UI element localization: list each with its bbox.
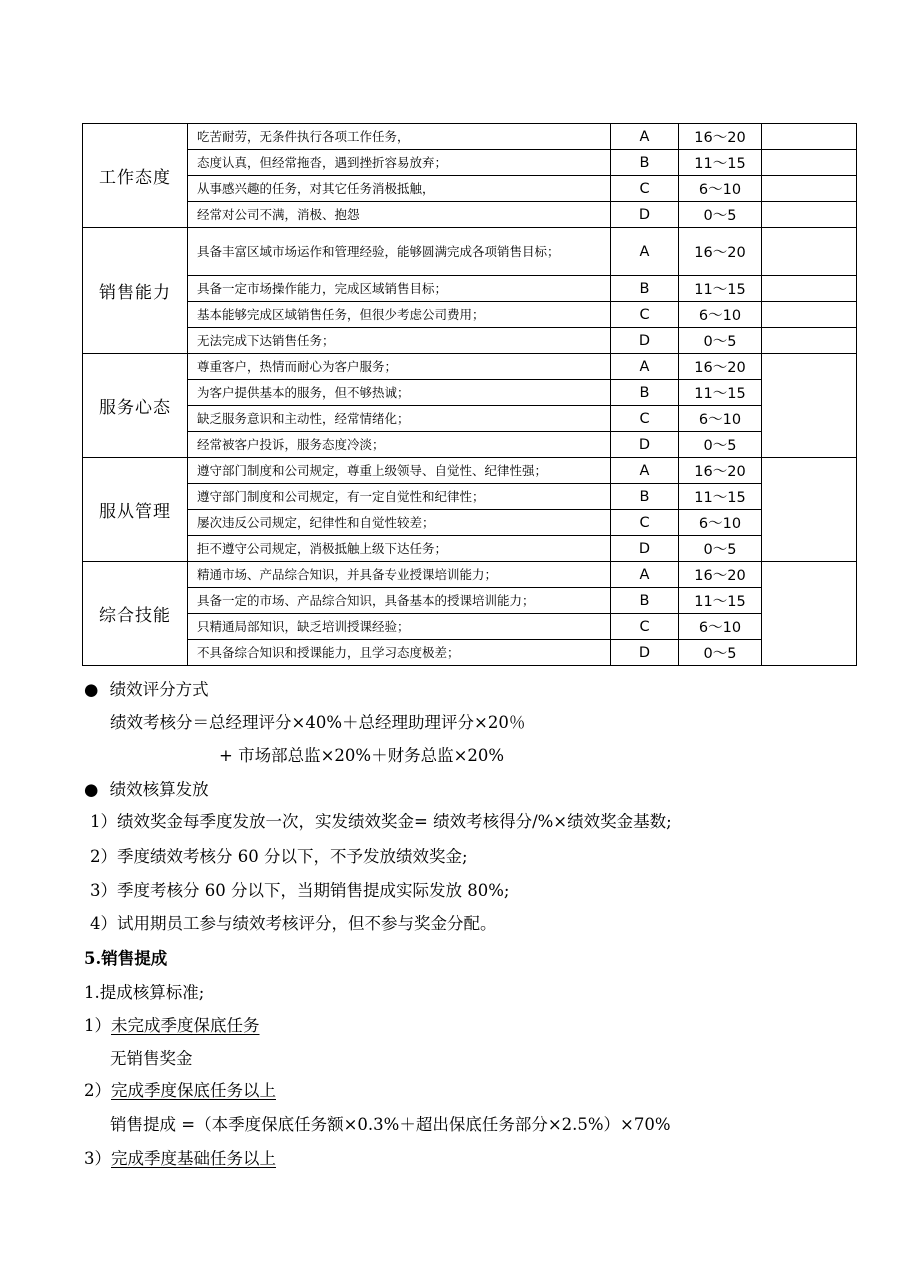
blank-score-cell	[762, 124, 857, 150]
description-cell: 只精通局部知识，缺乏培训授课经验；	[188, 614, 611, 640]
payout-heading-text: 绩效核算发放	[109, 780, 209, 799]
grade-cell: D	[611, 432, 679, 458]
score-range-cell: 6～10	[679, 510, 762, 536]
description-cell: 为客户提供基本的服务，但不够热诚；	[188, 380, 611, 406]
grade-cell: C	[611, 614, 679, 640]
table-row	[83, 432, 857, 458]
commission-sub-title: 1.提成核算标准;	[84, 983, 205, 1002]
description-cell: 具备一定的市场、产品综合知识，具备基本的授课培训能力；	[188, 588, 611, 614]
table-row	[83, 202, 857, 228]
grade-cell: B	[611, 588, 679, 614]
description-cell: 经常被客户投诉，服务态度冷淡；	[188, 432, 611, 458]
grade-cell: D	[611, 640, 679, 666]
score-range-cell: 16～20	[679, 228, 762, 276]
blank-score-cell	[762, 302, 857, 328]
description-cell: 具备丰富区域市场运作和管理经验，能够圆满完成各项销售目标；	[188, 228, 611, 276]
table-row	[83, 302, 857, 328]
category-cell: 工作态度	[83, 124, 188, 228]
blank-score-cell	[762, 562, 857, 666]
blank-score-cell	[762, 202, 857, 228]
score-range-cell: 0～5	[679, 640, 762, 666]
grade-cell: C	[611, 302, 679, 328]
grade-cell: D	[611, 328, 679, 354]
commission-item-3-label: 完成季度基础任务以上	[111, 1149, 276, 1168]
scoring-formula-line1: 绩效考核分＝总经理评分×40%＋总经理助理评分×20％	[110, 713, 526, 732]
description-cell: 遵守部门制度和公司规定，尊重上级领导、自觉性、纪律性强；	[188, 458, 611, 484]
bullet-icon: ●	[84, 780, 99, 799]
payout-item-4: 4）试用期员工参与绩效考核评分，但不参与奖金分配。	[90, 914, 497, 933]
score-range-cell: 6～10	[679, 614, 762, 640]
commission-item-2	[84, 1077, 276, 1101]
grade-cell: B	[611, 484, 679, 510]
commission-item-1-label: 未完成季度保底任务	[111, 1016, 260, 1035]
blank-score-cell	[762, 328, 857, 354]
category-cell: 销售能力	[83, 228, 188, 354]
description-cell: 不具备综合知识和授课能力，且学习态度极差；	[188, 640, 611, 666]
table-row	[83, 640, 857, 666]
table-row	[83, 276, 857, 302]
category-cell: 综合技能	[83, 562, 188, 666]
score-range-cell: 16～20	[679, 458, 762, 484]
description-cell: 拒不遵守公司规定，消极抵触上级下达任务；	[188, 536, 611, 562]
description-cell: 吃苦耐劳，无条件执行各项工作任务，	[188, 124, 611, 150]
table-row	[83, 588, 857, 614]
description-cell: 具备一定市场操作能力，完成区域销售目标；	[188, 276, 611, 302]
commission-item-1-num: 1）	[84, 1016, 111, 1035]
grade-cell: C	[611, 510, 679, 536]
description-cell: 遵守部门制度和公司规定，有一定自觉性和纪律性；	[188, 484, 611, 510]
table-row	[83, 328, 857, 354]
table-row	[83, 228, 857, 276]
category-cell: 服务心态	[83, 354, 188, 458]
scoring-formula-line2: + 市场部总监×20%＋财务总监×20%	[219, 746, 505, 765]
score-range-cell: 11～15	[679, 276, 762, 302]
grade-cell: A	[611, 124, 679, 150]
payout-heading	[84, 776, 209, 800]
score-range-cell: 6～10	[679, 176, 762, 202]
table-row	[83, 484, 857, 510]
commission-item-2-num: 2）	[84, 1081, 111, 1100]
description-cell: 从事感兴趣的任务，对其它任务消极抵触，	[188, 176, 611, 202]
score-range-cell: 11～15	[679, 150, 762, 176]
description-cell: 经常对公司不满，消极、抱怨	[188, 202, 611, 228]
score-range-cell: 16～20	[679, 562, 762, 588]
grade-cell: C	[611, 176, 679, 202]
description-cell: 缺乏服务意识和主动性，经常情绪化；	[188, 406, 611, 432]
evaluation-table-body	[83, 124, 857, 666]
blank-score-cell	[762, 458, 857, 562]
score-range-cell: 11～15	[679, 380, 762, 406]
table-row	[83, 354, 857, 380]
grade-cell: B	[611, 276, 679, 302]
scoring-heading-text: 绩效评分方式	[109, 680, 209, 699]
payout-item-1: 1）绩效奖金每季度发放一次，实发绩效奖金= 绩效考核得分/%×绩效奖金基数;	[90, 812, 672, 831]
commission-item-2-label: 完成季度保底任务以上	[111, 1081, 276, 1100]
score-range-cell: 6～10	[679, 302, 762, 328]
grade-cell: B	[611, 150, 679, 176]
score-range-cell: 0～5	[679, 536, 762, 562]
commission-item-1-detail: 无销售奖金	[110, 1049, 193, 1068]
table-row	[83, 150, 857, 176]
evaluation-table	[82, 123, 857, 666]
table-row	[83, 562, 857, 588]
grade-cell: C	[611, 406, 679, 432]
description-cell: 精通市场、产品综合知识，并具备专业授课培训能力；	[188, 562, 611, 588]
commission-item-3-num: 3）	[84, 1149, 111, 1168]
score-range-cell: 0～5	[679, 202, 762, 228]
score-range-cell: 11～15	[679, 588, 762, 614]
blank-score-cell	[762, 228, 857, 276]
table-row	[83, 614, 857, 640]
table-row	[83, 176, 857, 202]
grade-cell: A	[611, 458, 679, 484]
scoring-heading	[84, 676, 209, 700]
grade-cell: D	[611, 536, 679, 562]
table-row	[83, 510, 857, 536]
score-range-cell: 11～15	[679, 484, 762, 510]
description-cell: 尊重客户，热情而耐心为客户服务；	[188, 354, 611, 380]
commission-item-3	[84, 1145, 276, 1169]
commission-section-title: 5.销售提成	[84, 949, 168, 968]
description-cell: 基本能够完成区域销售任务，但很少考虑公司费用；	[188, 302, 611, 328]
score-range-cell: 6～10	[679, 406, 762, 432]
blank-score-cell	[762, 176, 857, 202]
description-cell: 屡次违反公司规定，纪律性和自觉性较差；	[188, 510, 611, 536]
score-range-cell: 0～5	[679, 432, 762, 458]
grade-cell: A	[611, 562, 679, 588]
table-row	[83, 458, 857, 484]
blank-score-cell	[762, 354, 857, 458]
category-cell: 服从管理	[83, 458, 188, 562]
blank-score-cell	[762, 150, 857, 176]
grade-cell: A	[611, 228, 679, 276]
blank-score-cell	[762, 276, 857, 302]
table-row	[83, 406, 857, 432]
table-row	[83, 124, 857, 150]
commission-item-2-detail: 销售提成 =（本季度保底任务额×0.3%＋超出保底任务部分×2.5%）×70%	[110, 1115, 671, 1134]
score-range-cell: 16～20	[679, 354, 762, 380]
grade-cell: D	[611, 202, 679, 228]
bullet-icon: ●	[84, 680, 99, 699]
grade-cell: B	[611, 380, 679, 406]
description-cell: 无法完成下达销售任务；	[188, 328, 611, 354]
description-cell: 态度认真，但经常拖沓，遇到挫折容易放弃；	[188, 150, 611, 176]
grade-cell: A	[611, 354, 679, 380]
score-range-cell: 16～20	[679, 124, 762, 150]
table-row	[83, 536, 857, 562]
payout-item-3: 3）季度考核分 60 分以下，当期销售提成实际发放 80%;	[90, 881, 510, 900]
commission-item-1	[84, 1012, 260, 1036]
table-row	[83, 380, 857, 406]
payout-item-2: 2）季度绩效考核分 60 分以下，不予发放绩效奖金;	[90, 847, 468, 866]
score-range-cell: 0～5	[679, 328, 762, 354]
